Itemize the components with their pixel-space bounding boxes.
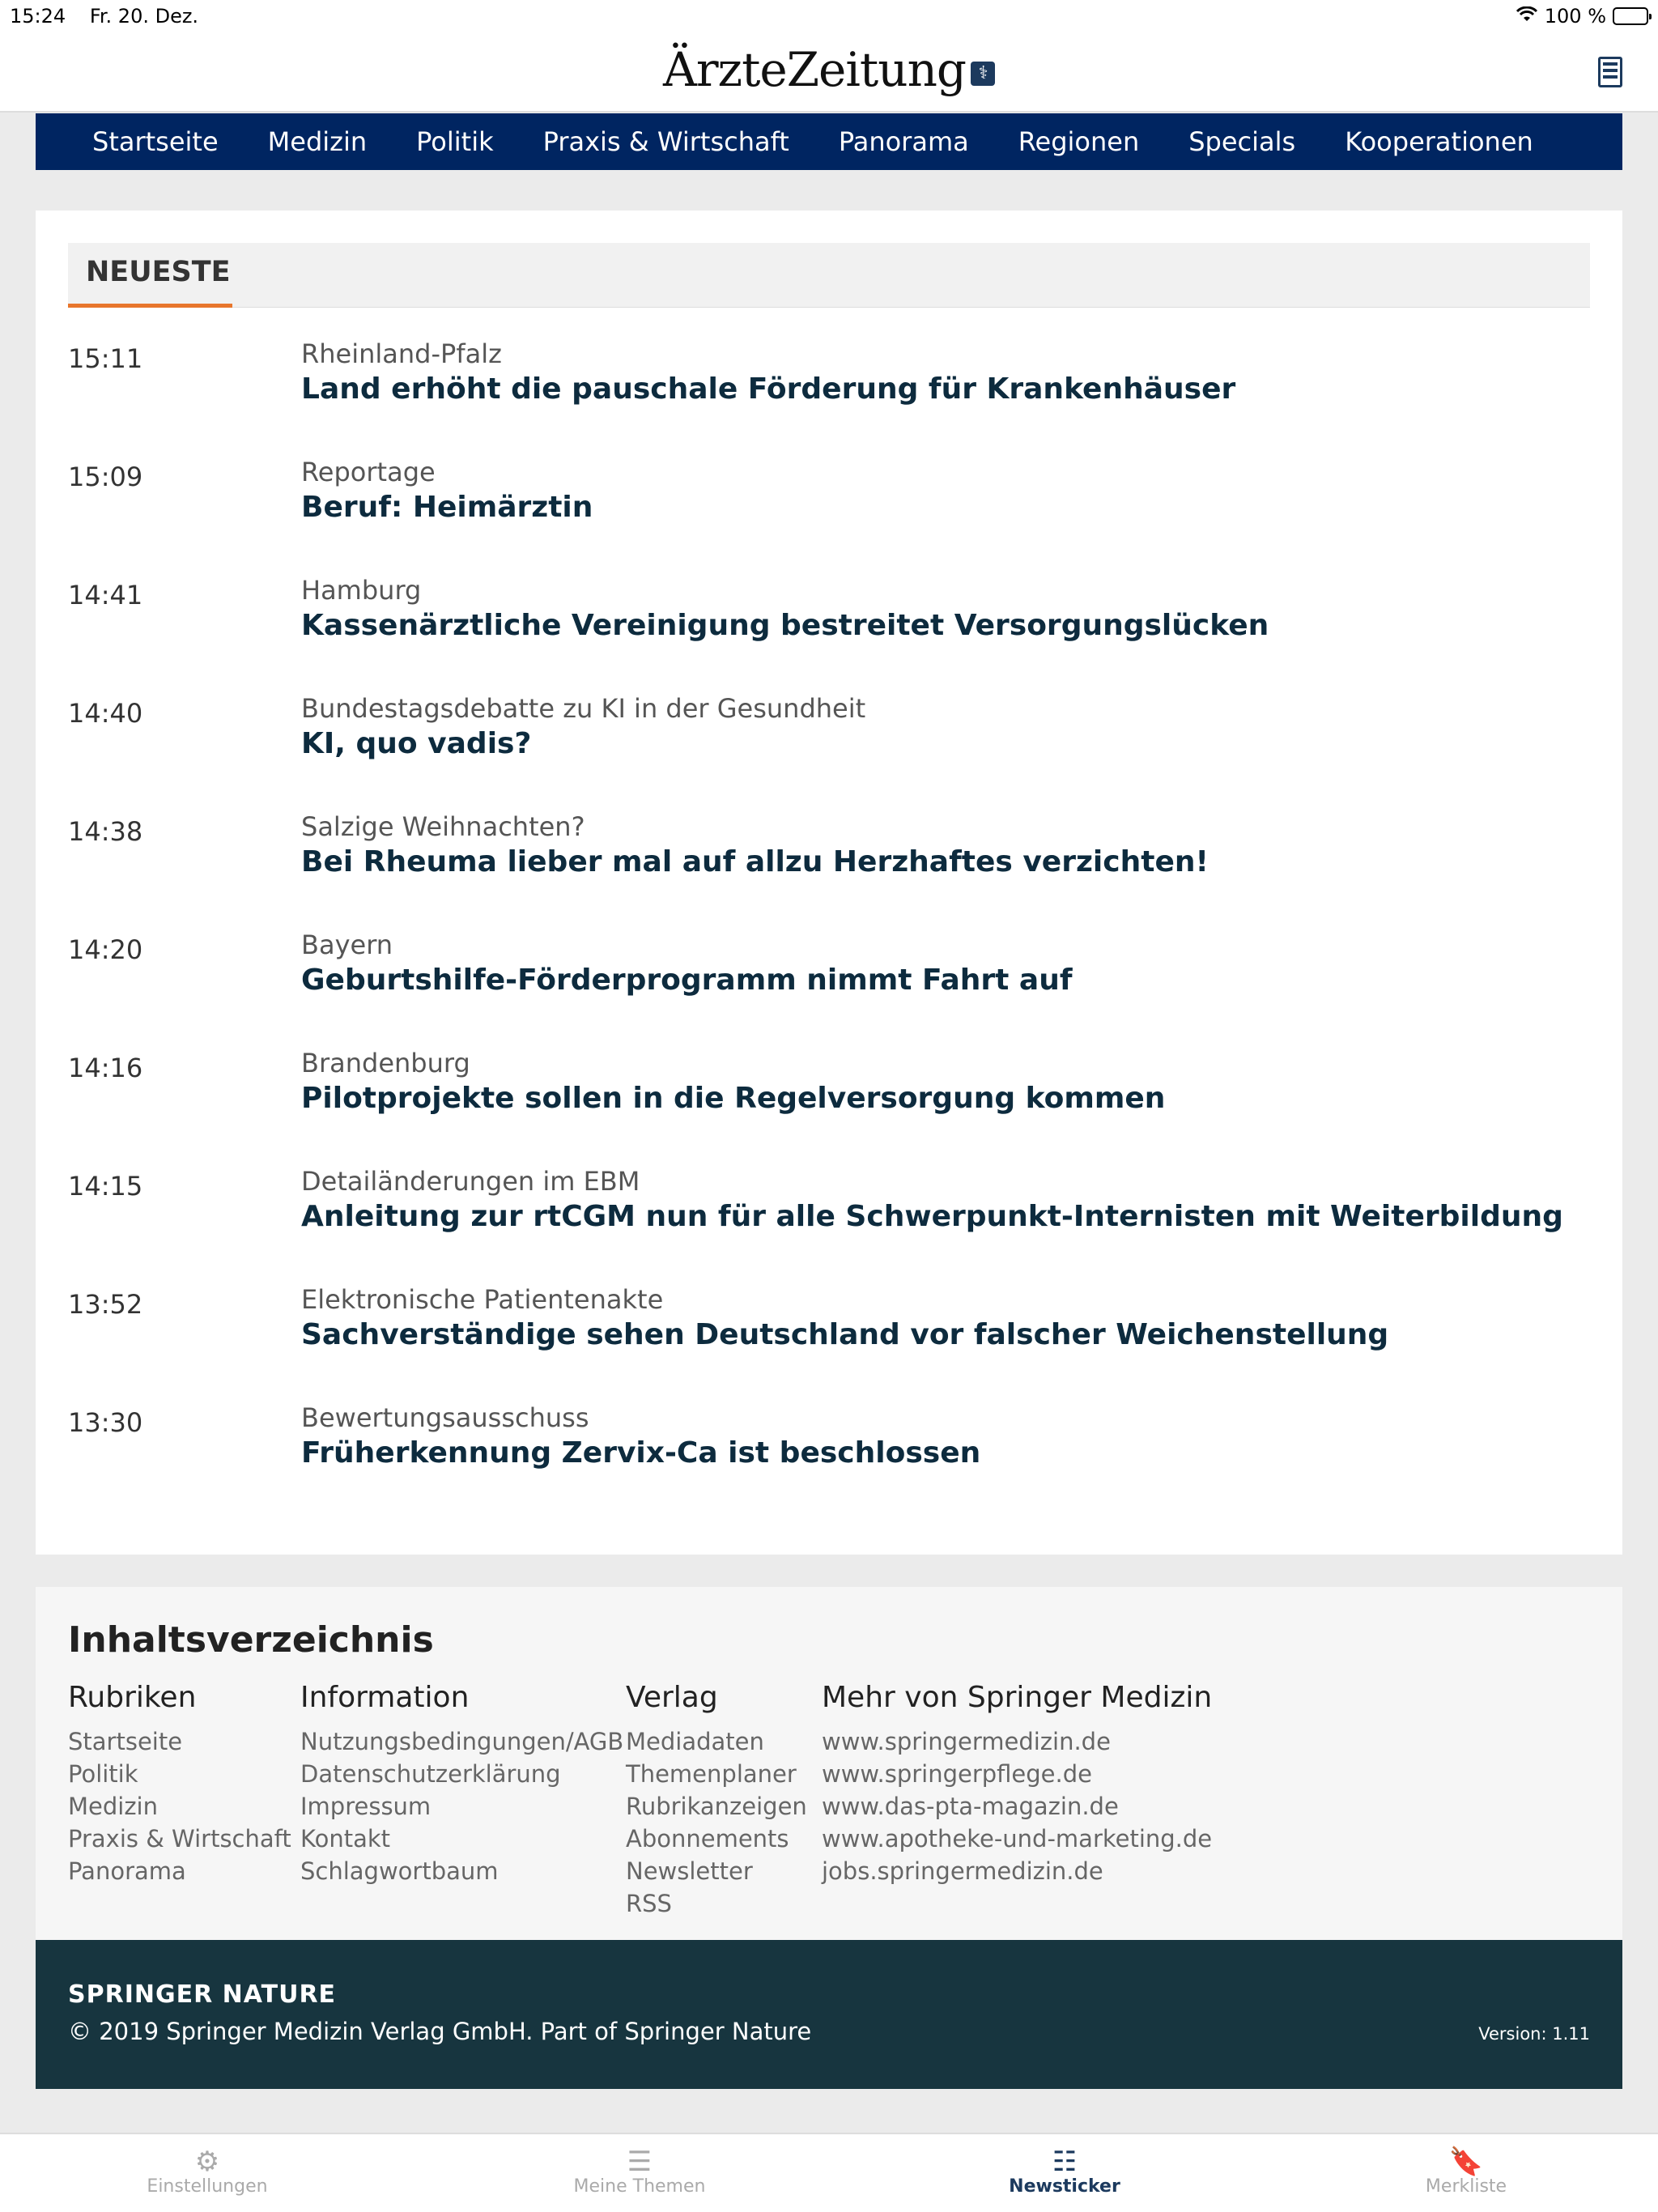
news-title[interactable]: KI, quo vadis?	[301, 727, 532, 760]
nav-item-praxis[interactable]: Praxis & Wirtschaft	[542, 126, 789, 157]
tab-meine-themen[interactable]	[518, 2146, 761, 2197]
news-kicker: Bewertungsausschuss	[301, 1402, 589, 1433]
topics-icon: ☰	[627, 2146, 653, 2178]
gear-icon: ⚙	[194, 2146, 220, 2178]
nav-item-panorama[interactable]: Panorama	[838, 126, 969, 157]
news-title[interactable]: Beruf: Heimärztin	[301, 491, 593, 524]
toc-link[interactable]: Politik	[68, 1760, 138, 1788]
main-nav	[36, 113, 1622, 170]
toc-heading: Verlag	[626, 1681, 718, 1714]
newsticker-icon: ☷	[1052, 2146, 1078, 2178]
toc-link[interactable]: Impressum	[300, 1793, 432, 1820]
springer-nature-logo: SPRINGER NATURE	[68, 1980, 337, 2009]
status-bar	[0, 0, 1658, 34]
news-title[interactable]: Früherkennung Zervix-Ca ist beschlossen	[301, 1436, 981, 1470]
toc-link[interactable]: Abonnements	[626, 1825, 789, 1853]
news-item[interactable]	[68, 457, 1590, 575]
toc-link[interactable]: Datenschutzerklärung	[300, 1760, 561, 1788]
news-kicker: Bundestagsdebatte zu KI in der Gesundheit	[301, 693, 866, 724]
toc-column-verlag	[626, 1681, 807, 1920]
news-list	[68, 338, 1590, 1521]
nav-item-startseite[interactable]: Startseite	[92, 126, 219, 157]
toc-link[interactable]: Nutzungsbedingungen/AGB	[300, 1728, 624, 1755]
news-time: 14:41	[68, 580, 143, 610]
news-time: 14:20	[68, 934, 143, 965]
toc-column-springer	[822, 1681, 1212, 1887]
news-kicker: Salzige Weihnachten?	[301, 811, 585, 842]
tab-label: Newsticker	[1009, 2176, 1120, 2197]
battery-icon	[1613, 7, 1648, 25]
toc-link[interactable]: Newsletter	[626, 1857, 753, 1885]
tab-label: Einstellungen	[147, 2176, 268, 2197]
news-item[interactable]	[68, 1166, 1590, 1284]
toc-link[interactable]: Themenplaner	[626, 1760, 797, 1788]
news-title[interactable]: Land erhöht die pauschale Förderung für Krankenhäuser	[301, 372, 1236, 406]
news-time: 15:09	[68, 462, 143, 492]
news-item[interactable]	[68, 1048, 1590, 1166]
toc-column-information	[300, 1681, 623, 1887]
news-time: 13:30	[68, 1407, 143, 1438]
battery-text: 100 %	[1544, 5, 1606, 28]
bookmark-icon: 🔖	[1448, 2146, 1484, 2178]
toc-link[interactable]: Panorama	[68, 1857, 186, 1885]
news-time: 14:40	[68, 698, 143, 729]
news-item[interactable]	[68, 338, 1590, 457]
tab-einstellungen[interactable]	[86, 2146, 329, 2197]
toc-link[interactable]: Schlagwortbaum	[300, 1857, 499, 1885]
toc-link[interactable]: www.springermedizin.de	[822, 1728, 1111, 1755]
toc-heading: Mehr von Springer Medizin	[822, 1681, 1213, 1714]
news-kicker: Elektronische Patientenakte	[301, 1284, 664, 1315]
toc-link[interactable]: www.apotheke-und-marketing.de	[822, 1825, 1213, 1853]
news-kicker: Rheinland-Pfalz	[301, 338, 502, 369]
toc-link[interactable]: www.das-pta-magazin.de	[822, 1793, 1119, 1820]
news-kicker: Brandenburg	[301, 1048, 470, 1078]
toc-heading: Information	[300, 1681, 470, 1714]
news-item[interactable]	[68, 1402, 1590, 1521]
bottom-tab-bar	[0, 2133, 1658, 2212]
nav-item-politik[interactable]: Politik	[416, 126, 494, 157]
toc-link[interactable]: www.springerpflege.de	[822, 1760, 1092, 1788]
news-title[interactable]: Pilotprojekte sollen in die Regelversorgung kommen	[301, 1082, 1166, 1115]
news-item[interactable]	[68, 575, 1590, 693]
nav-item-medizin[interactable]: Medizin	[267, 126, 368, 157]
toc-link[interactable]: Startseite	[68, 1728, 183, 1755]
toc-link[interactable]: Medizin	[68, 1793, 158, 1820]
toc-link[interactable]: Kontakt	[300, 1825, 391, 1853]
copyright: © 2019 Springer Medizin Verlag GmbH. Part of Springer Nature	[68, 2018, 812, 2045]
nav-item-specials[interactable]: Specials	[1188, 126, 1296, 157]
news-time: 14:15	[68, 1171, 143, 1202]
news-kicker: Bayern	[301, 929, 393, 960]
tab-label: Meine Themen	[573, 2176, 706, 2197]
news-item[interactable]	[68, 1284, 1590, 1402]
nav-item-kooperationen[interactable]: Kooperationen	[1345, 126, 1533, 157]
toc-link[interactable]: jobs.springermedizin.de	[822, 1857, 1103, 1885]
news-item[interactable]	[68, 693, 1590, 811]
news-time: 14:16	[68, 1053, 143, 1083]
logo-badge-icon: ⚕	[971, 62, 995, 86]
news-kicker: Hamburg	[301, 575, 422, 606]
logo[interactable]: ÄrzteZeitung ⚕	[0, 42, 1658, 97]
news-title[interactable]: Geburtshilfe-Förderprogramm nimmt Fahrt auf	[301, 963, 1073, 997]
nav-item-regionen[interactable]: Regionen	[1018, 126, 1140, 157]
wifi-icon	[1516, 5, 1538, 28]
section-tabbar	[68, 243, 1590, 308]
news-time: 14:38	[68, 816, 143, 847]
tab-neueste[interactable]: NEUESTE	[68, 243, 232, 308]
news-title[interactable]: Anleitung zur rtCGM nun für alle Schwerpunkt-Internisten mit Weiterbildung	[301, 1200, 1563, 1233]
toc-title: Inhaltsverzeichnis	[68, 1619, 434, 1661]
status-time: 15:24	[10, 5, 66, 28]
toc-link[interactable]: Mediadaten	[626, 1728, 764, 1755]
tab-newsticker[interactable]	[943, 2146, 1186, 2197]
toc-link[interactable]: Rubrikanzeigen	[626, 1793, 807, 1820]
tab-merkliste[interactable]	[1345, 2146, 1588, 2197]
status-date: Fr. 20. Dez.	[89, 5, 199, 28]
toc-link[interactable]: Praxis & Wirtschaft	[68, 1825, 291, 1853]
news-kicker: Detailänderungen im EBM	[301, 1166, 640, 1197]
news-title[interactable]: Bei Rheuma lieber mal auf allzu Herzhaftes verzichten!	[301, 845, 1209, 878]
news-item[interactable]	[68, 929, 1590, 1048]
footer	[36, 1940, 1622, 2089]
news-title[interactable]: Sachverständige sehen Deutschland vor falscher Weichenstellung	[301, 1318, 1389, 1351]
news-card	[36, 211, 1622, 1555]
app-header	[0, 34, 1658, 113]
news-time: 15:11	[68, 343, 143, 374]
toc-link[interactable]: RSS	[626, 1890, 672, 1917]
news-time: 13:52	[68, 1289, 143, 1320]
toc-heading: Rubriken	[68, 1681, 197, 1714]
news-kicker: Reportage	[301, 457, 436, 487]
news-title[interactable]: Kassenärztliche Vereinigung bestreitet Versorgungslücken	[301, 609, 1269, 642]
news-item[interactable]	[68, 811, 1590, 929]
version: Version: 1.11	[1478, 2024, 1590, 2044]
epaper-icon[interactable]	[1598, 57, 1622, 87]
tab-label: Merkliste	[1425, 2176, 1507, 2197]
toc-column-rubriken	[68, 1681, 291, 1887]
table-of-contents	[36, 1587, 1622, 1940]
